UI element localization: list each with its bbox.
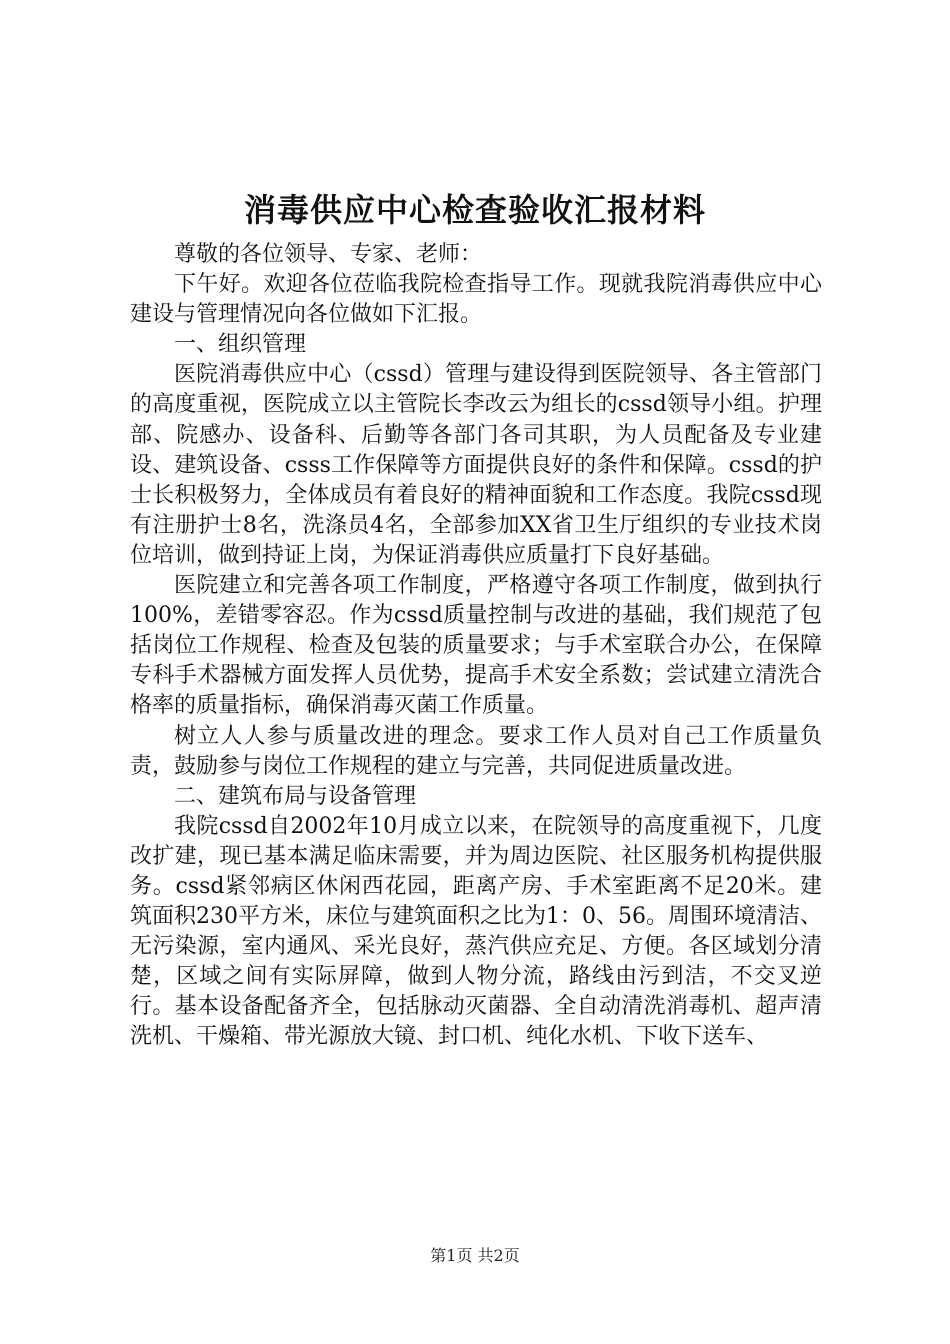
greeting-paragraph: 下午好。欢迎各位莅临我院检查指导工作。现就我院消毒供应中心建设与管理情况向各位做如下汇报。	[130, 272, 822, 328]
body-paragraph: 树立人人参与质量改进的理念。要求工作人员对自己工作质量负责，鼓励参与岗位工作规程的建立与完善，共同促进质量改进。	[130, 723, 822, 779]
salutation-paragraph: 尊敬的各位领导、专家、老师：	[174, 242, 483, 267]
section-heading-organization: 一、组织管理	[174, 332, 307, 358]
body-paragraph: 我院cssd自2002年10月成立以来，在院领导的高度重视下，几度改扩建，现已基本满足临床需要，并为周边医院、社区服务机构提供服务。cssd紧邻病区休闲西花园，距离产房、手术室距离不足20米。建筑面积230平方米，床位与建筑面积之比为1：0、56。周围环境清洁、无污染源，室内通风、采光良好，蒸汽供应充足、方便。各区域划分清楚，区域之间有实际屏障，做到人物分流，路线由污到洁，不交叉逆行。基本设备配备齐全，包括脉动灭菌器、全自动清洗消毒机、超声清洗机、干燥箱、带光源放大镜、封口机、纯化水机、下收下送车、	[130, 813, 822, 1050]
body-paragraph: 医院建立和完善各项工作制度，严格遵守各项工作制度，做到执行100%，差错零容忍。作为cssd质量控制与改进的基础，我们规范了包括岗位工作规程、检查及包装的质量要求；与手术室联合办公，在保障专科手术器械方面发挥人员优势，提高手术安全系数；尝试建立清洗合格率的质量指标，确保消毒灭菌工作质量。	[130, 573, 822, 719]
document-body	[130, 240, 822, 1053]
body-paragraph: 医院消毒供应中心（cssd）管理与建设得到医院领导、各主管部门的高度重视，医院成立以主管院长李改云为组长的cssd领导小组。护理部、院感办、设备科、后勤等各部门各司其职，为人员配备及专业建设、建筑设备、csss工作保障等方面提供良好的条件和保障。cssd的护士长积极努力，全体成员有着良好的精神面貌和工作态度。我院cssd现有注册护士8名，洗涤员4名，全部参加XX省卫生厅组织的专业技术岗位培训，做到持证上岗，为保证消毒供应质量打下良好基础。	[130, 362, 822, 568]
page-number-footer: 第1页 共2页	[430, 1246, 520, 1265]
document-title: 消毒供应中心检查验收汇报材料	[243, 191, 706, 229]
section-heading-building-equipment: 二、建筑布局与设备管理	[174, 783, 417, 809]
